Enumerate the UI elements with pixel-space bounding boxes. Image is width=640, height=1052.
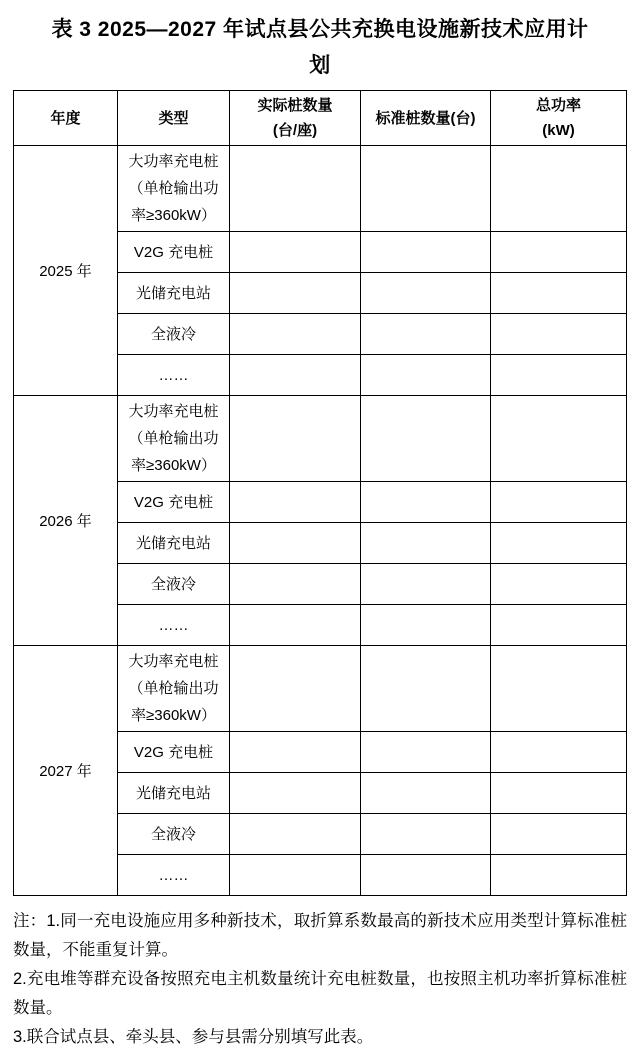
col-header-power-line2: (kW) (542, 122, 575, 139)
cell-power (491, 146, 627, 232)
cell-actual (230, 146, 361, 232)
note-1: 注：1.同一充电设施应用多种新技术，取折算系数最高的新技术应用类型计算标准桩数量，不能重复计算。 (13, 912, 627, 959)
type-cell-highpower: 大功率充电桩（单枪输出功率≥360kW） (118, 646, 230, 732)
cell-power (491, 732, 627, 773)
col-header-power-line1: 总功率 (535, 97, 581, 114)
cell-power (491, 814, 627, 855)
cell-actual (230, 232, 361, 273)
cell-standard (361, 314, 491, 355)
type-cell-ellipsis: …… (118, 605, 230, 646)
year-cell-2027: 2027 年 (14, 646, 118, 896)
year-cell-2026: 2026 年 (14, 396, 118, 646)
cell-standard (361, 232, 491, 273)
cell-power (491, 273, 627, 314)
plan-table (13, 90, 627, 896)
year-cell-2025: 2025 年 (14, 146, 118, 396)
type-cell-highpower: 大功率充电桩（单枪输出功率≥360kW） (118, 146, 230, 232)
cell-standard (361, 773, 491, 814)
cell-power (491, 523, 627, 564)
table-title-line1: 表 3 2025—2027 年试点县公共充换电设施新技术应用计 (51, 18, 589, 41)
type-cell-liquidcooled: 全液冷 (118, 564, 230, 605)
col-header-actual-line2: (台/座) (272, 122, 318, 139)
type-cell-ellipsis: …… (118, 355, 230, 396)
table-row (14, 146, 627, 232)
cell-actual (230, 482, 361, 523)
col-header-actual (230, 91, 361, 146)
table-row (14, 646, 627, 732)
cell-power (491, 773, 627, 814)
cell-standard (361, 396, 491, 482)
table-title-line2: 划 (309, 54, 331, 77)
table-title (13, 12, 627, 84)
cell-actual (230, 355, 361, 396)
col-header-standard (361, 91, 491, 146)
cell-standard (361, 605, 491, 646)
cell-standard (361, 732, 491, 773)
cell-standard (361, 523, 491, 564)
cell-actual (230, 273, 361, 314)
col-header-actual-line1: 实际桩数量 (257, 97, 333, 114)
cell-actual (230, 314, 361, 355)
type-cell-v2g: V2G 充电桩 (118, 482, 230, 523)
type-cell-liquidcooled: 全液冷 (118, 314, 230, 355)
cell-power (491, 855, 627, 896)
cell-power (491, 564, 627, 605)
type-cell-v2g: V2G 充电桩 (118, 732, 230, 773)
col-header-standard-label: 标准桩数量(台) (375, 109, 476, 127)
type-cell-solarstorage: 光储充电站 (118, 273, 230, 314)
type-cell-v2g: V2G 充电桩 (118, 232, 230, 273)
cell-actual (230, 732, 361, 773)
cell-power (491, 396, 627, 482)
table-notes (13, 907, 627, 1052)
cell-standard (361, 273, 491, 314)
note-2: 2.充电堆等群充设备按照充电主机数量统计充电桩数量，也按照主机功率折算标准桩数量。 (13, 970, 627, 1017)
note-3: 3.联合试点县、牵头县、参与县需分别填写此表。 (13, 1028, 374, 1046)
cell-standard (361, 146, 491, 232)
cell-actual (230, 855, 361, 896)
cell-standard (361, 646, 491, 732)
cell-power (491, 232, 627, 273)
type-cell-solarstorage: 光储充电站 (118, 523, 230, 564)
cell-actual (230, 396, 361, 482)
cell-standard (361, 814, 491, 855)
type-cell-solarstorage: 光储充电站 (118, 773, 230, 814)
cell-power (491, 646, 627, 732)
cell-actual (230, 773, 361, 814)
type-cell-liquidcooled: 全液冷 (118, 814, 230, 855)
cell-standard (361, 482, 491, 523)
cell-power (491, 355, 627, 396)
col-header-type (118, 91, 230, 146)
type-cell-ellipsis: …… (118, 855, 230, 896)
cell-power (491, 605, 627, 646)
cell-actual (230, 564, 361, 605)
cell-standard (361, 355, 491, 396)
cell-standard (361, 855, 491, 896)
cell-actual (230, 605, 361, 646)
type-cell-highpower: 大功率充电桩（单枪输出功率≥360kW） (118, 396, 230, 482)
cell-actual (230, 646, 361, 732)
cell-power (491, 314, 627, 355)
col-header-year (14, 91, 118, 146)
cell-actual (230, 523, 361, 564)
col-header-year-label: 年度 (50, 109, 81, 127)
table-row (14, 396, 627, 482)
col-header-power (491, 91, 627, 146)
cell-standard (361, 564, 491, 605)
header-row (14, 91, 627, 146)
cell-actual (230, 814, 361, 855)
cell-power (491, 482, 627, 523)
col-header-type-label: 类型 (158, 109, 189, 127)
